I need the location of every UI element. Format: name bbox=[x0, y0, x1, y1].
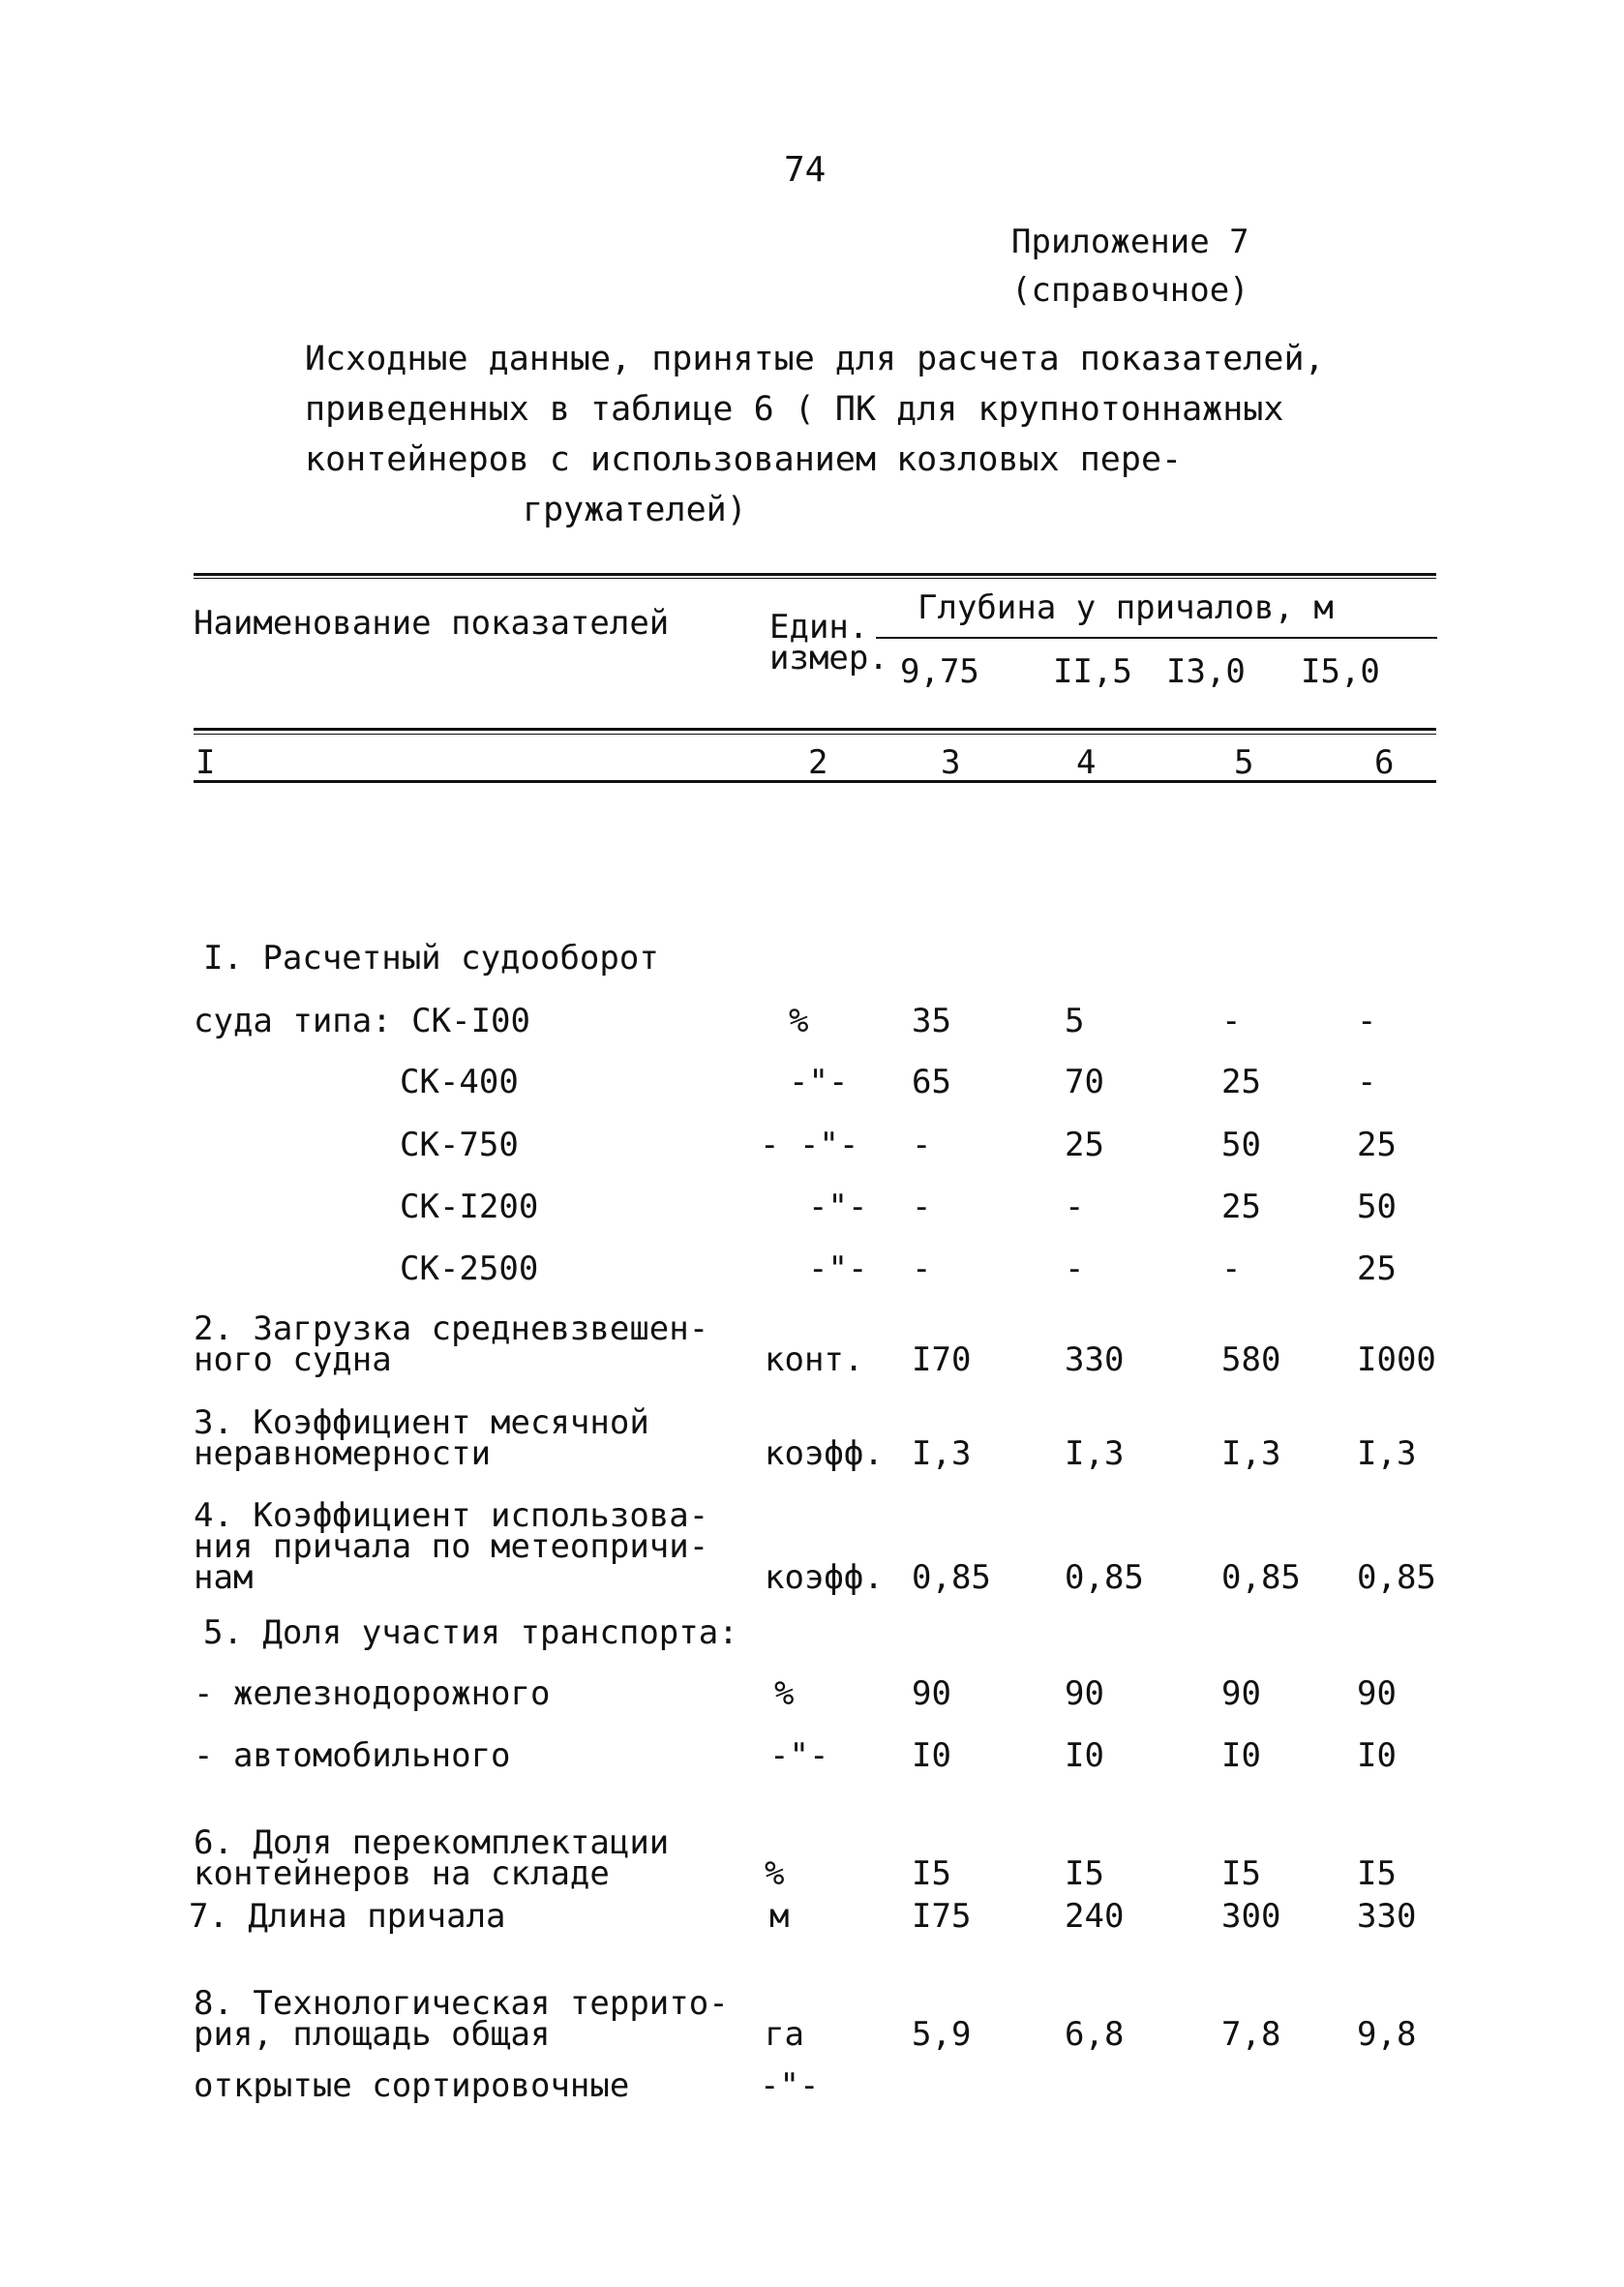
row-13-value-1: I5 bbox=[912, 1854, 951, 1893]
row-5-value-3: 25 bbox=[1221, 1188, 1261, 1226]
caption-line-2: приведенных в таблице 6 ( ПК для крупнотоннажных bbox=[305, 390, 1284, 429]
depth-group-rule bbox=[876, 637, 1437, 639]
row-9-value-1: 0,85 bbox=[912, 1558, 991, 1597]
row-9-value-2: 0,85 bbox=[1065, 1558, 1144, 1597]
row-7-label-line-1: 2. Загрузка средневзвешен- bbox=[194, 1309, 709, 1348]
row-6-value-3: - bbox=[1221, 1249, 1242, 1288]
header-depth-2: II,5 bbox=[1053, 652, 1132, 691]
column-number-1: I bbox=[195, 743, 216, 782]
row-15-value-3: 7,8 bbox=[1221, 2015, 1281, 2054]
table-top-rule bbox=[194, 573, 1436, 576]
row-5-unit: -"- bbox=[808, 1188, 868, 1226]
row-13-label-line-1: 6. Доля перекомплектации bbox=[194, 1823, 670, 1862]
caption-line-4: гружателей) bbox=[523, 491, 747, 529]
row-16-unit: -"- bbox=[760, 2066, 820, 2105]
row-8-value-2: I,3 bbox=[1065, 1434, 1125, 1473]
row-2-value-2: 5 bbox=[1065, 1002, 1085, 1040]
row-15-value-1: 5,9 bbox=[912, 2015, 972, 2054]
header-unit-line-1: Един. bbox=[769, 608, 869, 647]
row-7-label-line-2: ного судна bbox=[194, 1340, 392, 1379]
row-3-value-4: - bbox=[1357, 1063, 1377, 1101]
row-11-value-1: 90 bbox=[912, 1674, 951, 1713]
column-number-3: 3 bbox=[941, 743, 961, 782]
column-number-5: 5 bbox=[1234, 743, 1254, 782]
row-15-value-2: 6,8 bbox=[1065, 2015, 1125, 2054]
row-6-value-1: - bbox=[912, 1249, 932, 1288]
row-2-value-3: - bbox=[1221, 1002, 1242, 1040]
row-8-value-4: I,3 bbox=[1357, 1434, 1417, 1473]
table-top-rule-thin bbox=[194, 578, 1436, 579]
row-11-value-2: 90 bbox=[1065, 1674, 1104, 1713]
row-4-value-2: 25 bbox=[1065, 1126, 1104, 1164]
row-9-label-line-2: ния причала по метеопричи- bbox=[194, 1527, 709, 1566]
row-14-label-line-1: 7. Длина причала bbox=[189, 1897, 506, 1936]
row-9-label-line-3: нам bbox=[194, 1558, 254, 1597]
row-11-value-4: 90 bbox=[1357, 1674, 1397, 1713]
row-11-value-3: 90 bbox=[1221, 1674, 1261, 1713]
row-12-value-2: I0 bbox=[1065, 1736, 1104, 1775]
row-14-value-2: 240 bbox=[1065, 1897, 1125, 1936]
row-15-unit: га bbox=[765, 2015, 804, 2054]
row-7-value-1: I70 bbox=[912, 1340, 972, 1379]
row-2-label-line-1: суда типа: СК-I00 bbox=[194, 1002, 530, 1040]
row-2-value-4: - bbox=[1357, 1002, 1377, 1040]
row-13-value-4: I5 bbox=[1357, 1854, 1397, 1893]
header-name-column: Наименование показателей bbox=[194, 604, 670, 643]
header-unit-line-2: измер. bbox=[769, 639, 888, 677]
header-depth-1: 9,75 bbox=[900, 652, 979, 691]
row-1-label-line-1: I. Расчетный судооборот bbox=[203, 939, 659, 978]
row-3-value-2: 70 bbox=[1065, 1063, 1104, 1101]
header-bottom-rule-thin bbox=[194, 734, 1436, 735]
page-number: 74 bbox=[784, 150, 827, 190]
column-number-4: 4 bbox=[1076, 743, 1097, 782]
column-number-2: 2 bbox=[808, 743, 828, 782]
row-6-unit: -"- bbox=[808, 1249, 868, 1288]
row-3-value-1: 65 bbox=[912, 1063, 951, 1101]
row-3-label-line-1: СК-400 bbox=[400, 1063, 519, 1101]
row-11-label-line-1: - железнодорожного bbox=[194, 1674, 551, 1713]
header-bottom-rule bbox=[194, 728, 1436, 731]
row-4-unit: - -"- bbox=[760, 1126, 859, 1164]
row-4-value-4: 25 bbox=[1357, 1126, 1397, 1164]
row-8-label-line-2: неравномерности bbox=[194, 1434, 492, 1473]
appendix-sublabel: (справочное) bbox=[1011, 271, 1249, 310]
row-12-value-1: I0 bbox=[912, 1736, 951, 1775]
row-7-value-2: 330 bbox=[1065, 1340, 1125, 1379]
row-10-label-line-1: 5. Доля участия транспорта: bbox=[203, 1613, 738, 1652]
row-7-value-3: 580 bbox=[1221, 1340, 1281, 1379]
row-8-value-3: I,3 bbox=[1221, 1434, 1281, 1473]
row-9-label-line-1: 4. Коэффициент использова- bbox=[194, 1496, 709, 1535]
row-12-value-4: I0 bbox=[1357, 1736, 1397, 1775]
row-2-unit: % bbox=[789, 1002, 809, 1040]
row-13-unit: % bbox=[765, 1854, 785, 1893]
row-8-value-1: I,3 bbox=[912, 1434, 972, 1473]
row-9-unit: коэфф. bbox=[765, 1558, 884, 1597]
row-5-value-2: - bbox=[1065, 1188, 1085, 1226]
row-15-value-4: 9,8 bbox=[1357, 2015, 1417, 2054]
header-depth-4: I5,0 bbox=[1301, 652, 1380, 691]
caption-line-1: Исходные данные, принятые для расчета показателей, bbox=[305, 340, 1325, 378]
row-7-value-4: I000 bbox=[1357, 1340, 1436, 1379]
row-5-label-line-1: СК-I200 bbox=[400, 1188, 539, 1226]
column-number-6: 6 bbox=[1374, 743, 1395, 782]
appendix-label: Приложение 7 bbox=[1011, 223, 1249, 261]
row-4-value-3: 50 bbox=[1221, 1126, 1261, 1164]
row-7-unit: конт. bbox=[765, 1340, 864, 1379]
row-12-unit: -"- bbox=[769, 1736, 829, 1775]
row-9-value-4: 0,85 bbox=[1357, 1558, 1436, 1597]
row-3-value-3: 25 bbox=[1221, 1063, 1261, 1101]
row-3-unit: -"- bbox=[789, 1063, 849, 1101]
row-14-value-3: 300 bbox=[1221, 1897, 1281, 1936]
row-8-unit: коэфф. bbox=[765, 1434, 884, 1473]
row-15-label-line-1: 8. Технологическая террито- bbox=[194, 1984, 729, 2023]
row-13-label-line-2: контейнеров на складе bbox=[194, 1854, 610, 1893]
row-14-unit: м bbox=[769, 1897, 790, 1936]
row-16-label-line-1: открытые сортировочные bbox=[194, 2066, 630, 2105]
row-6-label-line-1: СК-2500 bbox=[400, 1249, 539, 1288]
row-13-value-3: I5 bbox=[1221, 1854, 1261, 1893]
row-5-value-4: 50 bbox=[1357, 1188, 1397, 1226]
row-2-value-1: 35 bbox=[912, 1002, 951, 1040]
row-11-unit: % bbox=[774, 1674, 795, 1713]
row-14-value-1: I75 bbox=[912, 1897, 972, 1936]
header-depth-3: I3,0 bbox=[1166, 652, 1246, 691]
row-6-value-2: - bbox=[1065, 1249, 1085, 1288]
row-4-label-line-1: СК-750 bbox=[400, 1126, 519, 1164]
row-14-value-4: 330 bbox=[1357, 1897, 1417, 1936]
row-4-value-1: - bbox=[912, 1126, 932, 1164]
row-12-label-line-1: - автомобильного bbox=[194, 1736, 511, 1775]
row-5-value-1: - bbox=[912, 1188, 932, 1226]
row-12-value-3: I0 bbox=[1221, 1736, 1261, 1775]
header-depth-group: Глубина у причалов, м bbox=[917, 588, 1334, 627]
caption-line-3: контейнеров с использованием козловых пере- bbox=[305, 440, 1183, 479]
row-13-value-2: I5 bbox=[1065, 1854, 1104, 1893]
row-9-value-3: 0,85 bbox=[1221, 1558, 1301, 1597]
row-15-label-line-2: рия, площадь общая bbox=[194, 2015, 551, 2054]
row-6-value-4: 25 bbox=[1357, 1249, 1397, 1288]
row-8-label-line-1: 3. Коэффициент месячной bbox=[194, 1403, 649, 1442]
